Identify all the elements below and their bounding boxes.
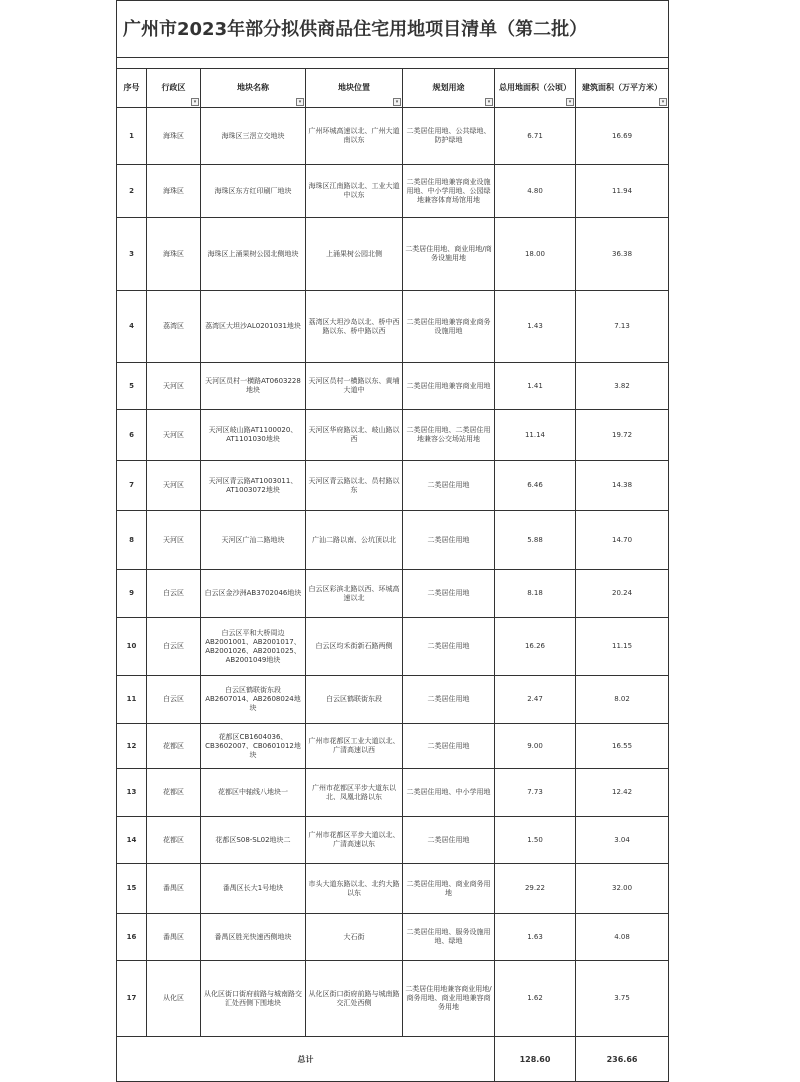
- header-row: [117, 69, 669, 108]
- build-area-cell: 19.72: [576, 410, 669, 461]
- location-cell: 广州市花都区工业大道以北、广清高速以西: [306, 724, 403, 769]
- table-row: [117, 570, 669, 618]
- location-cell: 上涌果树公园北侧: [306, 218, 403, 291]
- table-row: [117, 914, 669, 961]
- build-area-cell: 8.02: [576, 676, 669, 724]
- table-row: [117, 769, 669, 817]
- build-area-cell: 20.24: [576, 570, 669, 618]
- usage-cell: 二类居住用地兼容商业用地/商务用地、商业用地兼容商务用地: [403, 961, 495, 1037]
- name-cell: 天河区青云路AT1003011、AT1003072地块: [201, 461, 306, 511]
- spacer-row: [117, 58, 669, 69]
- build-area-cell: 3.75: [576, 961, 669, 1037]
- usage-cell: 二类居住用地: [403, 618, 495, 676]
- table-row: [117, 363, 669, 410]
- build-area-cell: 36.38: [576, 218, 669, 291]
- seq-cell: 7: [117, 461, 147, 511]
- total-build-area: 236.66: [576, 1037, 669, 1082]
- location-cell: 天河区员村一横路以东、黄埔大道中: [306, 363, 403, 410]
- filter-dropdown-icon[interactable]: ▾: [566, 98, 574, 106]
- land-area-cell: 7.73: [495, 769, 576, 817]
- district-cell: 海珠区: [147, 218, 201, 291]
- seq-cell: 6: [117, 410, 147, 461]
- header-usage: [403, 69, 495, 108]
- name-cell: 天河区岐山路AT1100020、AT1101030地块: [201, 410, 306, 461]
- location-cell: 大石街: [306, 914, 403, 961]
- table-row: [117, 291, 669, 363]
- build-area-cell: 32.00: [576, 864, 669, 914]
- location-cell: 白云区均禾街新石路两侧: [306, 618, 403, 676]
- district-cell: 白云区: [147, 570, 201, 618]
- usage-cell: 二类居住用地: [403, 817, 495, 864]
- location-cell: 白云区鹤联街东段: [306, 676, 403, 724]
- header-land-area-label: 总用地面积（公顷）: [499, 83, 571, 92]
- usage-cell: 二类居住用地兼容商业用地: [403, 363, 495, 410]
- name-cell: 番禺区长大1号地块: [201, 864, 306, 914]
- district-cell: 海珠区: [147, 108, 201, 165]
- location-cell: 荔湾区大坦沙岛以北、桥中西路以东、桥中路以西: [306, 291, 403, 363]
- usage-cell: 二类居住用地、商业商务用地: [403, 864, 495, 914]
- location-cell: 天河区华府路以北、岐山路以西: [306, 410, 403, 461]
- land-area-cell: 1.43: [495, 291, 576, 363]
- filter-dropdown-icon[interactable]: ▾: [485, 98, 493, 106]
- table-row: [117, 108, 669, 165]
- seq-cell: 2: [117, 165, 147, 218]
- usage-cell: 二类居住用地、商业用地/商务设施用地: [403, 218, 495, 291]
- location-cell: 天河区青云路以北、员村路以东: [306, 461, 403, 511]
- location-cell: 广州环城高速以北、广州大道南以东: [306, 108, 403, 165]
- table-row: [117, 676, 669, 724]
- name-cell: 番禺区胜光快速西侧地块: [201, 914, 306, 961]
- usage-cell: 二类居住用地: [403, 676, 495, 724]
- table-row: [117, 724, 669, 769]
- header-district: [147, 69, 201, 108]
- land-area-cell: 11.14: [495, 410, 576, 461]
- build-area-cell: 3.82: [576, 363, 669, 410]
- district-cell: 海珠区: [147, 165, 201, 218]
- name-cell: 海珠区三滘立交地块: [201, 108, 306, 165]
- filter-dropdown-icon[interactable]: ▾: [393, 98, 401, 106]
- usage-cell: 二类居住用地: [403, 570, 495, 618]
- header-district-label: 行政区: [161, 83, 186, 92]
- seq-cell: 14: [117, 817, 147, 864]
- header-seq: [117, 69, 147, 108]
- seq-cell: 10: [117, 618, 147, 676]
- build-area-cell: 7.13: [576, 291, 669, 363]
- district-cell: 花都区: [147, 724, 201, 769]
- build-area-cell: 14.70: [576, 511, 669, 570]
- name-cell: 花都区S08-SL02地块二: [201, 817, 306, 864]
- seq-cell: 12: [117, 724, 147, 769]
- name-cell: 荔湾区大坦沙AL0201031地块: [201, 291, 306, 363]
- seq-cell: 17: [117, 961, 147, 1037]
- table-row: [117, 461, 669, 511]
- location-cell: 从化区街口街府前路与城南路交汇处西侧: [306, 961, 403, 1037]
- location-cell: 广汕二路以南、公坑顶以北: [306, 511, 403, 570]
- land-area-cell: 1.62: [495, 961, 576, 1037]
- seq-cell: 8: [117, 511, 147, 570]
- land-area-cell: 6.71: [495, 108, 576, 165]
- district-cell: 番禺区: [147, 864, 201, 914]
- name-cell: 白云区平和大桥周边AB2001001、AB2001017、AB2001026、AB2001025、AB2001049地块: [201, 618, 306, 676]
- total-label: 总计: [117, 1037, 495, 1082]
- district-cell: 天河区: [147, 461, 201, 511]
- filter-dropdown-icon[interactable]: ▾: [191, 98, 199, 106]
- seq-cell: 4: [117, 291, 147, 363]
- district-cell: 番禺区: [147, 914, 201, 961]
- page-title: 广州市2023年部分拟供商品住宅用地项目清单（第二批）: [117, 1, 669, 58]
- land-area-cell: 29.22: [495, 864, 576, 914]
- land-area-cell: 2.47: [495, 676, 576, 724]
- land-area-cell: 16.26: [495, 618, 576, 676]
- build-area-cell: 16.69: [576, 108, 669, 165]
- seq-cell: 1: [117, 108, 147, 165]
- build-area-cell: 3.04: [576, 817, 669, 864]
- district-cell: 天河区: [147, 410, 201, 461]
- table-row: [117, 410, 669, 461]
- location-cell: 广州市花都区平步大道东以北、凤凰北路以东: [306, 769, 403, 817]
- land-area-cell: 6.46: [495, 461, 576, 511]
- total-row: [117, 1037, 669, 1082]
- seq-cell: 9: [117, 570, 147, 618]
- usage-cell: 二类居住用地、中小学用地: [403, 769, 495, 817]
- header-name: [201, 69, 306, 108]
- table-row: [117, 618, 669, 676]
- header-build-area-label: 建筑面积（万平方米）: [582, 83, 663, 92]
- seq-cell: 13: [117, 769, 147, 817]
- build-area-cell: 14.38: [576, 461, 669, 511]
- district-cell: 天河区: [147, 511, 201, 570]
- land-area-cell: 1.63: [495, 914, 576, 961]
- location-cell: 市头大道东路以北、北约大路以东: [306, 864, 403, 914]
- land-area-cell: 1.41: [495, 363, 576, 410]
- usage-cell: 二类居住用地、服务设施用地、绿地: [403, 914, 495, 961]
- land-area-cell: 8.18: [495, 570, 576, 618]
- land-area-cell: 4.80: [495, 165, 576, 218]
- table-row: [117, 961, 669, 1037]
- usage-cell: 二类居住用地: [403, 724, 495, 769]
- name-cell: 花都区CB1604036、CB3602007、CB0601012地块: [201, 724, 306, 769]
- location-cell: 广州市花都区平步大道以北、广清高速以东: [306, 817, 403, 864]
- title-row: [117, 1, 669, 58]
- usage-cell: 二类居住用地: [403, 511, 495, 570]
- location-cell: 白云区彩滨北路以西、环城高速以北: [306, 570, 403, 618]
- name-cell: 天河区员村一横路AT0603228地块: [201, 363, 306, 410]
- usage-cell: 二类居住用地: [403, 461, 495, 511]
- name-cell: 白云区鹤联街东段AB2607014、AB2608024地块: [201, 676, 306, 724]
- name-cell: 海珠区上涌果树公园北侧地块: [201, 218, 306, 291]
- name-cell: 白云区金沙洲AB3702046地块: [201, 570, 306, 618]
- table-row: [117, 165, 669, 218]
- table-row: [117, 218, 669, 291]
- district-cell: 白云区: [147, 618, 201, 676]
- build-area-cell: 16.55: [576, 724, 669, 769]
- district-cell: 荔湾区: [147, 291, 201, 363]
- land-area-cell: 5.88: [495, 511, 576, 570]
- district-cell: 天河区: [147, 363, 201, 410]
- seq-cell: 15: [117, 864, 147, 914]
- header-build-area: [576, 69, 669, 108]
- land-area-cell: 9.00: [495, 724, 576, 769]
- header-seq-label: 序号: [123, 83, 140, 92]
- district-cell: 花都区: [147, 769, 201, 817]
- name-cell: 花都区中轴线八地块一: [201, 769, 306, 817]
- land-area-cell: 18.00: [495, 218, 576, 291]
- table-row: [117, 817, 669, 864]
- seq-cell: 16: [117, 914, 147, 961]
- seq-cell: 11: [117, 676, 147, 724]
- district-cell: 花都区: [147, 817, 201, 864]
- district-cell: 从化区: [147, 961, 201, 1037]
- build-area-cell: 12.42: [576, 769, 669, 817]
- name-cell: 从化区街口街府前路与城南路交汇处西侧下围地块: [201, 961, 306, 1037]
- header-location-label: 地块位置: [338, 83, 370, 92]
- table-body: [117, 108, 669, 1082]
- land-project-table: [116, 0, 669, 1082]
- usage-cell: 二类居住用地兼容商业设施用地、中小学用地、公园绿地兼容体育场馆用地: [403, 165, 495, 218]
- filter-dropdown-icon[interactable]: ▾: [296, 98, 304, 106]
- location-cell: 海珠区江南路以北、工业大道中以东: [306, 165, 403, 218]
- table-row: [117, 864, 669, 914]
- name-cell: 天河区广汕二路地块: [201, 511, 306, 570]
- header-location: [306, 69, 403, 108]
- build-area-cell: 11.94: [576, 165, 669, 218]
- header-land-area: [495, 69, 576, 108]
- usage-cell: 二类居住用地兼容商业商务设施用地: [403, 291, 495, 363]
- spacer-cell: [117, 58, 669, 69]
- table-row: [117, 511, 669, 570]
- name-cell: 海珠区东方红印刷厂地块: [201, 165, 306, 218]
- seq-cell: 5: [117, 363, 147, 410]
- header-name-label: 地块名称: [237, 83, 269, 92]
- usage-cell: 二类居住用地、二类居住用地兼容公交场站用地: [403, 410, 495, 461]
- usage-cell: 二类居住用地、公共绿地、防护绿地: [403, 108, 495, 165]
- filter-dropdown-icon[interactable]: ▾: [659, 98, 667, 106]
- land-area-cell: 1.50: [495, 817, 576, 864]
- build-area-cell: 11.15: [576, 618, 669, 676]
- seq-cell: 3: [117, 218, 147, 291]
- build-area-cell: 4.08: [576, 914, 669, 961]
- district-cell: 白云区: [147, 676, 201, 724]
- header-usage-label: 规划用途: [432, 83, 465, 92]
- project-list-sheet: [116, 0, 668, 1082]
- total-land-area: 128.60: [495, 1037, 576, 1082]
